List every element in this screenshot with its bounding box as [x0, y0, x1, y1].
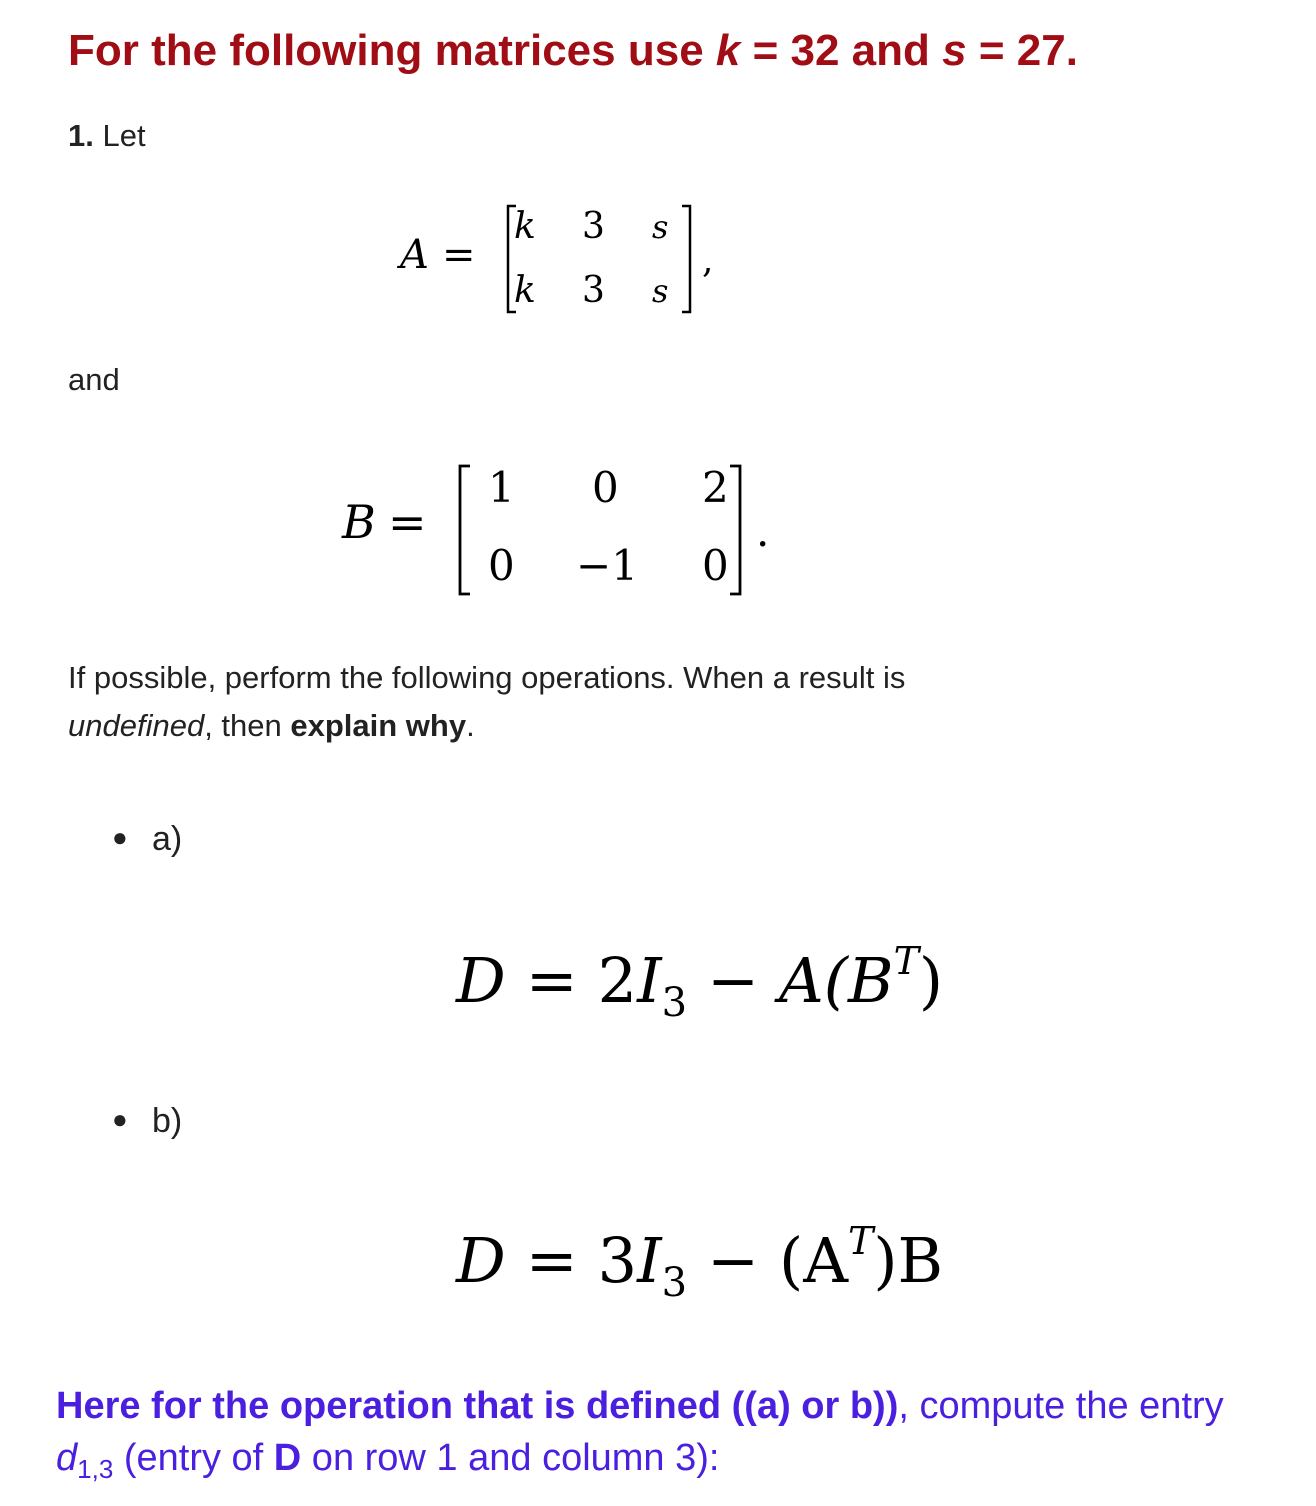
part-b-label: b)	[152, 1102, 183, 1140]
matrix-b-cell: 1	[488, 463, 515, 512]
matrix-a-cell: 3	[582, 206, 605, 247]
matrix-a-name: A	[400, 232, 429, 278]
matrix-b-name: B	[342, 495, 376, 549]
equals-sign: =	[442, 232, 476, 278]
matrix-b-cell: 0	[592, 463, 619, 512]
matrix-a-left-bracket	[508, 206, 516, 312]
matrix-a-equation	[396, 206, 713, 312]
equation-b-text: $D = 3I_3 - (A^T)B$	[456, 1219, 944, 1306]
matrix-b-left-bracket	[460, 466, 470, 594]
list-item-b	[112, 1102, 182, 1141]
matrix-b-equation	[341, 463, 769, 594]
question-text: Here for the operation that is defined ((a) or b)), compute the entry $d_{1,3}$ (entry of D on row 1 and column 3):	[56, 1385, 1224, 1484]
list-item-a	[112, 820, 182, 859]
matrix-a-cell: s	[652, 208, 669, 246]
matrix-b-period: .	[756, 507, 770, 556]
matrix-a-cell: k	[514, 206, 536, 247]
instructions: If possible, perform the following operations. When a result is undefined, then explain why.	[68, 660, 906, 743]
matrix-a-cell: s	[652, 272, 669, 310]
page-heading: For the following matrices use k = 32 and s = 27.	[68, 26, 1078, 75]
matrix-a-cell: k	[514, 270, 536, 311]
matrix-a-comma: ,	[702, 240, 714, 281]
equals-sign: =	[388, 495, 427, 549]
matrix-a-right-bracket	[682, 206, 690, 312]
matrix-b-right-bracket	[730, 466, 740, 594]
connector-text: and	[68, 362, 120, 397]
matrix-b-cell: 0	[702, 541, 729, 590]
bullet-icon: ●	[112, 1104, 128, 1134]
matrix-b-cell: −1	[576, 541, 638, 590]
part-a-label: a)	[152, 820, 183, 858]
matrix-a-cell: 3	[582, 270, 605, 311]
matrix-b-cell: 2	[702, 463, 729, 512]
equation-a	[455, 939, 943, 1026]
equation-a-text: $D = 2I_3 - A(B^T)$	[456, 939, 944, 1026]
equation-b	[455, 1219, 943, 1306]
bullet-icon: ●	[112, 822, 128, 852]
matrix-b-cell: 0	[488, 541, 515, 590]
problem-label: 1. Let	[68, 118, 146, 153]
